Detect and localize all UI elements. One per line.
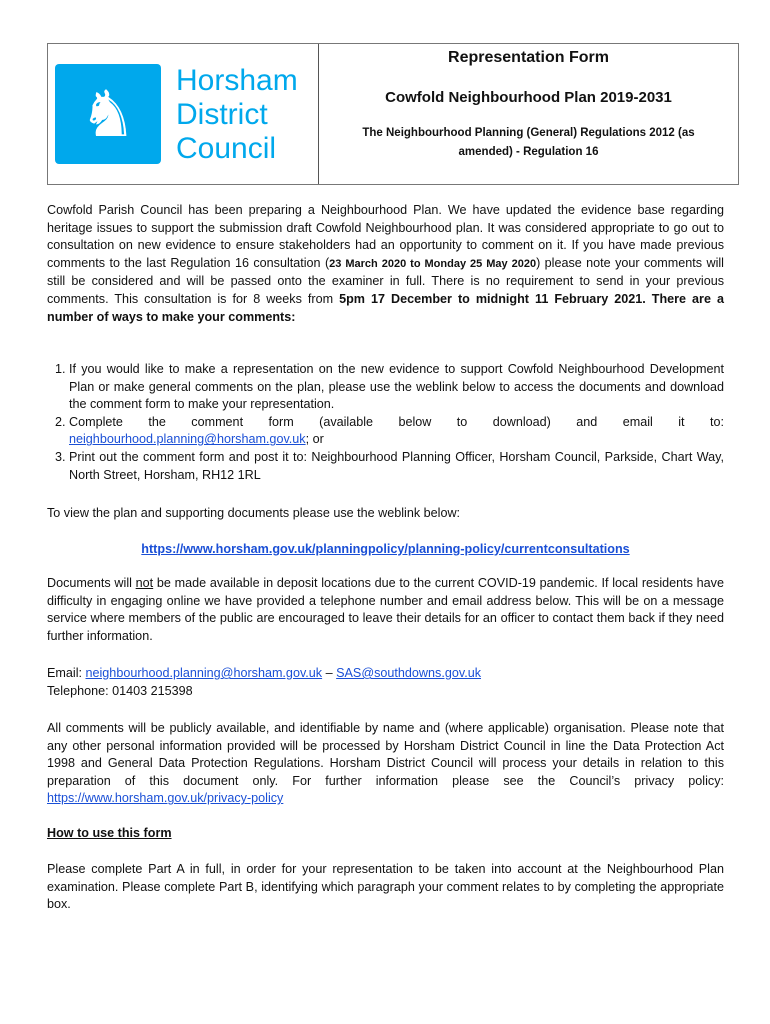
- horsham-logo: [48, 44, 319, 184]
- logo-text: [176, 64, 298, 166]
- list-item: 2. Complete the comment form (available below to download) and email it to: neighbourhood.planning@horsham.gov.uk; or: [69, 414, 724, 449]
- how-heading: How to use this form: [47, 826, 172, 840]
- privacy-link[interactable]: https://www.horsham.gov.uk/privacy-policy: [47, 791, 284, 806]
- view-text: To view the plan and supporting documents please use the weblink below:: [47, 506, 461, 520]
- plan-title: Cowfold Neighbourhood Plan 2019-2031: [385, 89, 672, 106]
- privacy-paragraph: All comments will be publicly available, and identifiable by name and (where applicable) organisation. Please note that any other personal information provided will be processed by Horsham District Council in line the Data Protection Act 1998 and General Data Protection Regulations. Horsham District Council will process your details in relation to this preparation of this document only. For further information please see the Council’s privacy policy: https://www.horsham.gov.uk/privacy-policy: [47, 721, 724, 806]
- logo-line: Horsham: [176, 64, 298, 97]
- ways-list: [47, 361, 724, 484]
- form-title: Representation Form: [448, 49, 609, 66]
- contact-details: Email: neighbourhood.planning@horsham.gov.uk – SAS@southdowns.gov.uk Telephone: 01403 215398: [47, 665, 724, 700]
- list-item: 3. Print out the comment form and post it to: Neighbourhood Planning Officer, Horsham Council, Parkside, Chart Way, North Street, Horsham, RH12 1RL: [69, 449, 724, 484]
- regulations: The Neighbourhood Planning (General) Regulations 2012 (as amended) - Regulation 16: [362, 127, 695, 158]
- email-link[interactable]: SAS@southdowns.gov.uk: [336, 666, 481, 680]
- telephone: Telephone: 01403 215398: [47, 683, 193, 698]
- lion-crest-icon: ♞: [55, 64, 161, 164]
- list-item: 1. If you would like to make a representation on the new evidence to support Cowfold Neighbourhood Development Plan or make general comments on the plan, please use the weblink below to access the documents and download the comment form to make your representation.: [69, 361, 724, 414]
- logo-line: Council: [176, 132, 277, 165]
- covid-paragraph: Documents will not be made available in deposit locations due to the current COVID-19 pandemic. If local residents have difficulty in engaging online we have provided a telephone number and email address below. This will be on a message service where members of the public are encouraged to leave their details for an officer to contact them back if they need further information.: [47, 576, 724, 643]
- how-paragraph: Please complete Part A in full, in order for your representation to be taken into account at the Neighbourhood Plan examination. Please complete Part B, identifying which paragraph your comment relates to by completing the appropriate box.: [47, 862, 724, 912]
- email-link[interactable]: neighbourhood.planning@horsham.gov.uk: [85, 666, 323, 680]
- form-header: [47, 43, 739, 185]
- email-link[interactable]: neighbourhood.planning@horsham.gov.uk: [69, 432, 306, 447]
- consultations-link[interactable]: https://www.horsham.gov.uk/planningpolicy/planning-policy/currentconsultations: [141, 542, 630, 556]
- intro-paragraph: Cowfold Parish Council has been preparing a Neighbourhood Plan. We have updated the evidence base regarding heritage issues to support the submission draft Cowfold Neighbourhood plan. It was considered appropriate to go out to consultation on new evidence to ensure stakeholders had an opportunity to comment on it. If you have made previous comments to the last Regulation 16 consultation (23 March 2020 to Monday 25 May 2020) please note your comments will still be considered and will be passed onto the examiner in full. There is no requirement to send in your previous comments. This consultation is for 8 weeks from 5pm 17 December to midnight 11 February 2021. There are a number of ways to make your comments:: [47, 203, 724, 324]
- logo-line: District: [176, 98, 268, 131]
